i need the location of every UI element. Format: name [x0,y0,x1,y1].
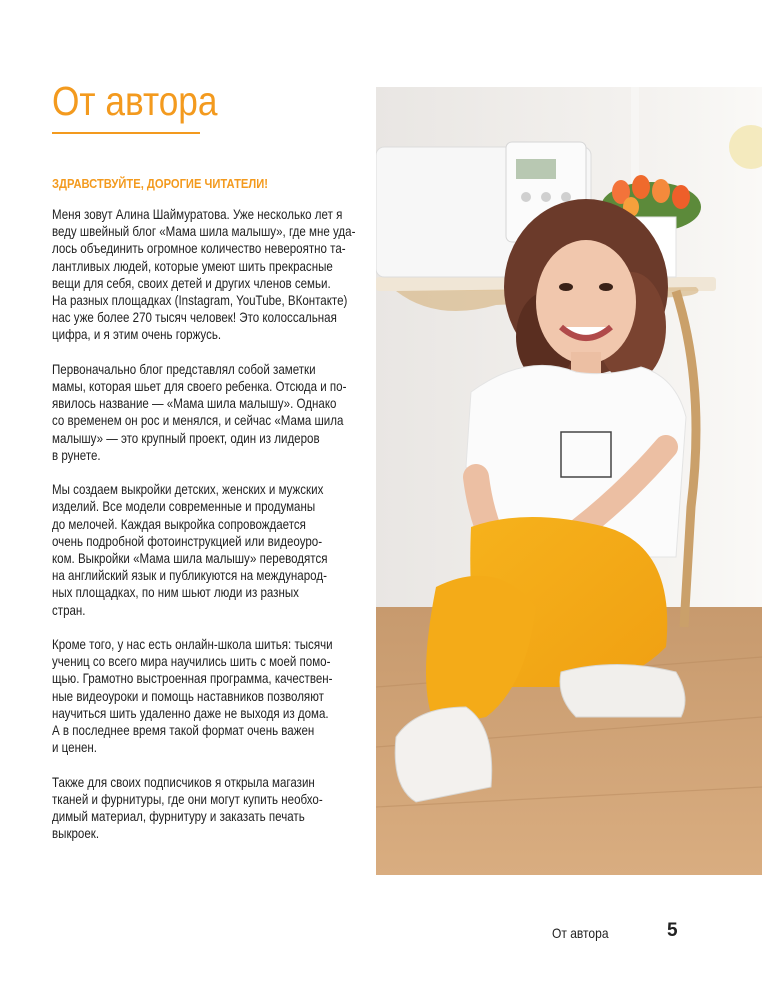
text-line: вещи для себя, своих детей и других членов семьи. [52,275,331,291]
text-line: мамы, которая шьет для своего ребенка. Отсюда и по- [52,379,347,395]
text-line: в рунете. [52,447,101,463]
page-number: 5 [667,920,678,941]
text-line: цифра, и я этим очень горжусь. [52,327,222,343]
text-line: лось объединить огромное количество невероятно та- [52,241,346,257]
text-line: и ценен. [52,740,97,756]
body-paragraph [52,206,358,344]
body-paragraph [52,774,358,843]
greeting-heading: ЗДРАВСТВУЙТЕ, ДОРОГИЕ ЧИТАТЕЛИ! [52,176,268,191]
text-line: ные видеоуроки и помощь наставников позволяют [52,688,324,704]
text-line: нас уже более 270 тысяч человек! Это колоссальная [52,310,337,326]
running-footer: От автора [552,925,609,941]
body-text [52,206,358,860]
text-line: стран. [52,602,86,618]
text-line: Также для своих подписчиков я открыла магазин [52,774,315,790]
text-line: до мелочей. Каждая выкройка сопровождается [52,516,306,532]
body-paragraph [52,636,358,756]
text-line: Первоначально блог представлял собой заметки [52,361,316,377]
text-line: со временем он рос и менялся, и сейчас «Мама шила [52,413,344,429]
text-line: ных площадках, по ним шьют люди из разных [52,585,299,601]
text-line: веду швейный блог «Мама шила малышу», где мне уда- [52,224,356,240]
text-line: очень подробной фотоинструкцией или видеоуро- [52,533,323,549]
title-underline [52,132,200,134]
text-line: димый материал, фурнитуру и заказать печать [52,809,305,825]
text-line: тканей и фурнитуры, где они могут купить необхо- [52,791,323,807]
text-line: ком. Выкройки «Мама шила малышу» переводятся [52,551,328,567]
text-line: малышу» — это крупный проект, один из лидеров [52,430,320,446]
text-line: На разных площадках (Instagram, YouTube, ВКонтакте) [52,293,348,309]
text-line: на английский язык и публикуются на международ- [52,568,327,584]
text-line: выкроек. [52,826,100,842]
text-line: Мы создаем выкройки детских, женских и мужских [52,482,324,498]
text-line: Меня зовут Алина Шаймуратова. Уже несколько лет я [52,207,343,222]
author-photo [376,87,762,875]
text-line: учениц со всего мира научились шить с моей помо- [52,654,331,670]
text-line: научиться шить удаленно даже не выходя из дома. [52,705,329,721]
body-paragraph [52,361,358,464]
text-line: изделий. Все модели современные и продуманы [52,499,316,515]
page-title: От автора [52,78,218,124]
text-line: Кроме того, у нас есть онлайн-школа шитья: тысячи [52,637,333,653]
text-line: щью. Грамотно выстроенная программа, качествен- [52,671,333,687]
text-line: лантливых людей, которые умеют шить прекрасные [52,258,333,274]
text-line: А в последнее время такой формат очень важен [52,723,315,739]
text-line: явилось название — «Мама шила малышу». Однако [52,396,337,412]
body-paragraph [52,481,358,619]
